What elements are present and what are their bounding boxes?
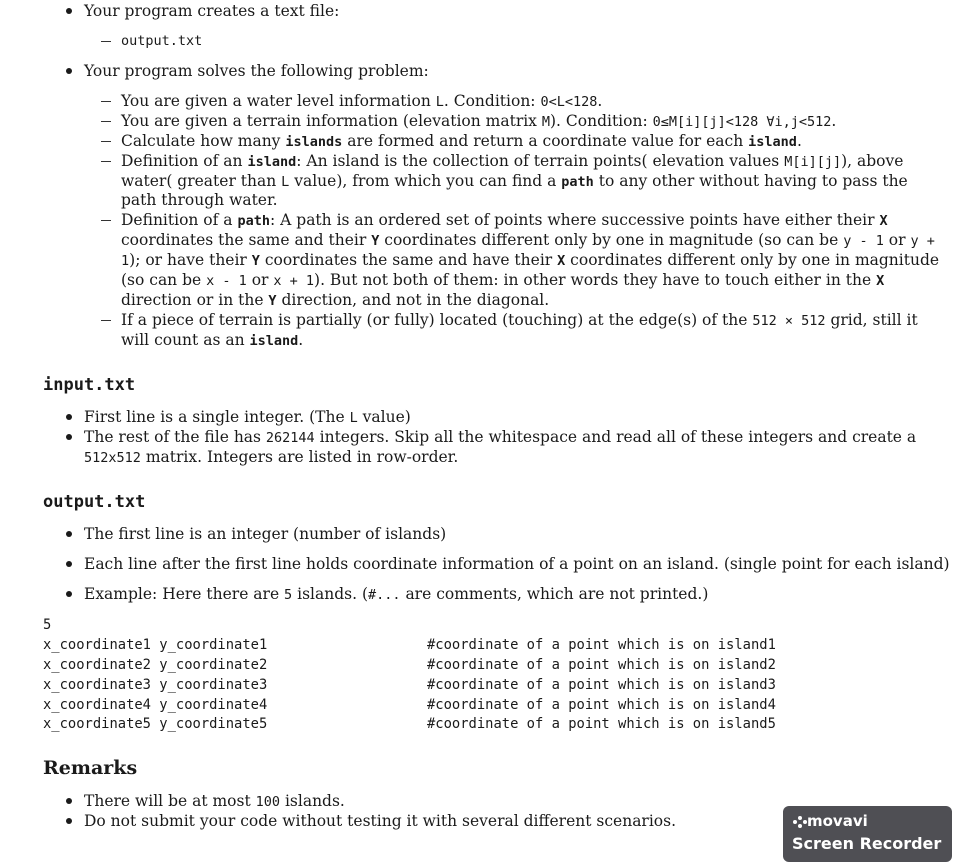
code-row: x_coordinate3 y_coordinate3 xyxy=(43,677,268,693)
code-comment: #coordinate of a point which is on island3 xyxy=(427,677,776,693)
code-count: 5 xyxy=(43,617,52,633)
dash xyxy=(101,161,111,162)
edge-line1: If a piece of terrain is partially (or fully) located (touching) at the edge(s) of the 512 × 512 grid, still it xyxy=(121,311,918,329)
bullet xyxy=(66,531,72,537)
output-bullet-2: Each line after the first line holds coordinate information of a point on an island. (single point for each island) xyxy=(84,555,950,573)
problem-calculate: Calculate how many islands are formed and return a coordinate value for each island. xyxy=(121,132,802,150)
movavi-label: Screen Recorder xyxy=(792,834,942,853)
def-path-line1: Definition of a path: A path is an ordered set of points where successive points have either their X xyxy=(121,211,888,229)
dash xyxy=(101,141,111,142)
movavi-logo: movavi xyxy=(793,812,868,830)
code-comment: #coordinate of a point which is on island1 xyxy=(427,637,776,653)
dash xyxy=(101,101,111,102)
def-path-line5: direction or in the Y direction, and not in the diagonal. xyxy=(121,291,550,309)
bullet xyxy=(66,414,72,420)
bullet xyxy=(66,798,72,804)
input-bullet-1: First line is a single integer. (The L value) xyxy=(84,408,411,426)
bullet xyxy=(66,818,72,824)
dash xyxy=(101,41,111,42)
edge-line2: will count as an island. xyxy=(121,331,304,349)
dash xyxy=(101,220,111,221)
item-creates-file: Your program creates a text file: xyxy=(84,2,340,20)
remarks-heading: Remarks xyxy=(43,757,138,779)
bullet xyxy=(66,561,72,567)
bullet xyxy=(66,434,72,440)
dash xyxy=(101,121,111,122)
code-row: x_coordinate2 y_coordinate2 xyxy=(43,657,268,673)
dash xyxy=(101,320,111,321)
input-bullet-2: The rest of the file has 262144 integers. Skip all the whitespace and read all of these integers and create a xyxy=(84,428,917,446)
remarks-bullet-2: Do not submit your code without testing it with several different scenarios. xyxy=(84,812,677,830)
def-island-line2: water( greater than L value), from which you can find a path to any other without having to pass the xyxy=(121,172,908,190)
def-path-line3: 1); or have their Y coordinates the same and have their X coordinates different only by one in magnitude xyxy=(121,251,940,269)
code-comment: #coordinate of a point which is on island2 xyxy=(427,657,776,673)
problem-water-level: You are given a water level information L. Condition: 0<L<128. xyxy=(121,92,603,110)
def-path-line4: (so can be x - 1 or x + 1). But not both of them: in other words they have to touch either in the X xyxy=(121,271,885,289)
code-row: x_coordinate4 y_coordinate4 xyxy=(43,697,268,713)
input-bullet-2-cont: 512x512 matrix. Integers are listed in row-order. xyxy=(84,448,459,466)
code-comment: #coordinate of a point which is on island4 xyxy=(427,697,776,713)
item-solves-problem: Your program solves the following problem: xyxy=(84,62,429,80)
code-comment: #coordinate of a point which is on island5 xyxy=(427,716,776,732)
problem-terrain: You are given a terrain information (elevation matrix M). Condition: 0≤M[i][j]<128 ∀i,j<512. xyxy=(121,112,837,130)
movavi-logo-icon xyxy=(793,816,807,828)
input-heading: input.txt xyxy=(43,375,136,395)
bullet xyxy=(66,591,72,597)
output-bullet-3: Example: Here there are 5 islands. (#... are comments, which are not printed.) xyxy=(84,585,709,603)
output-bullet-1: The first line is an integer (number of islands) xyxy=(84,525,447,543)
def-path-line2: coordinates the same and their Y coordinates different only by one in magnitude (so can be y - 1 or y + xyxy=(121,231,935,249)
code-row: x_coordinate5 y_coordinate5 xyxy=(43,716,268,732)
output-filename: output.txt xyxy=(121,33,203,49)
def-island-line3: path through water. xyxy=(121,191,278,209)
output-heading: output.txt xyxy=(43,492,146,512)
def-island-line1: Definition of an island: An island is the collection of terrain points( elevation values M[i][j]), above xyxy=(121,152,904,170)
bullet xyxy=(66,68,72,74)
code-row: x_coordinate1 y_coordinate1 xyxy=(43,637,268,653)
remarks-bullet-1: There will be at most 100 islands. xyxy=(84,792,345,810)
movavi-watermark xyxy=(783,806,952,862)
bullet xyxy=(66,8,72,14)
